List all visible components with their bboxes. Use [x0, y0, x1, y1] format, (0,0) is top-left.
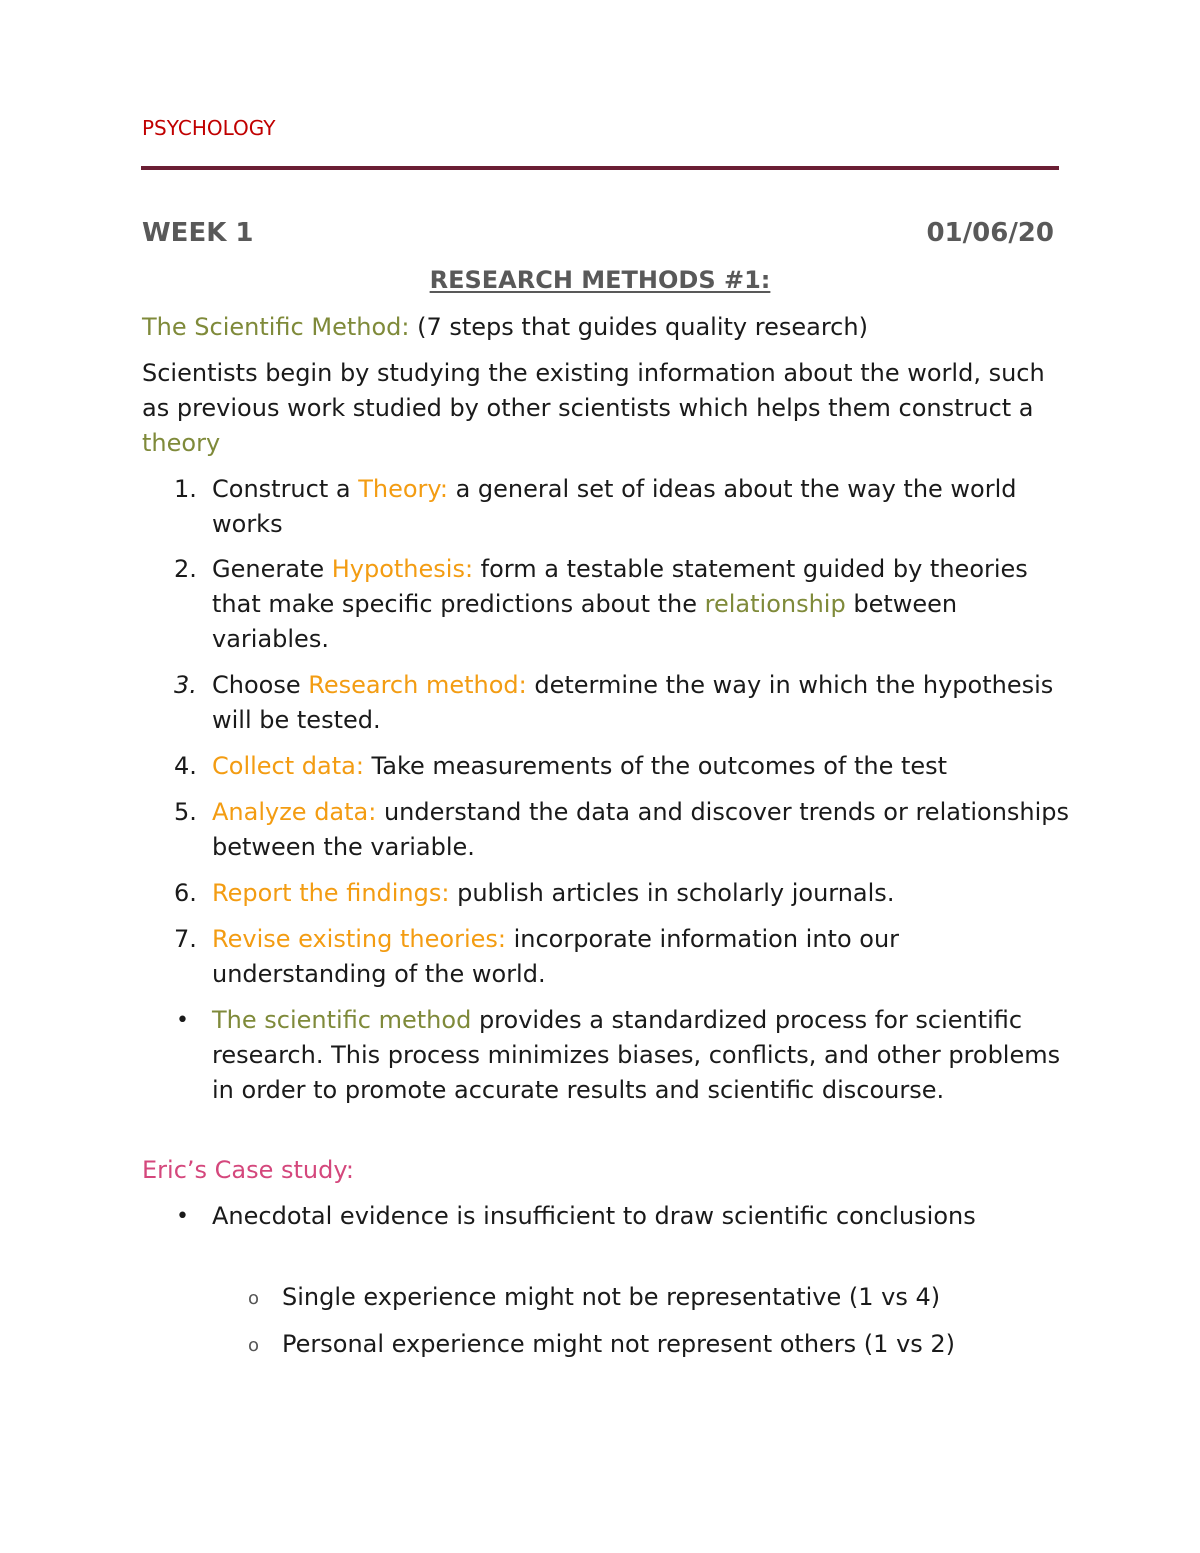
step-prefix: Generate: [212, 555, 332, 583]
page-title: RESEARCH METHODS #1:: [429, 266, 771, 294]
summary-bullet: [174, 1003, 1074, 1108]
summary-term: The scientific method: [212, 1006, 472, 1034]
step-prefix: Construct a: [212, 475, 359, 503]
circle-bullet-icon: o: [248, 1288, 260, 1309]
list-number: 5.: [174, 798, 197, 826]
list-number: 6.: [174, 879, 197, 907]
case-study-sub-bullet: [246, 1280, 1086, 1315]
week-date: 01/06/20: [926, 218, 1054, 248]
list-number: 7.: [174, 925, 197, 953]
step-term: Theory:: [358, 475, 448, 503]
list-item: [174, 472, 1074, 542]
step-term: Revise existing theories:: [212, 925, 506, 953]
step-description: Take measurements of the outcomes of the test: [363, 752, 948, 780]
step-term-secondary: relationship: [704, 590, 846, 618]
step-prefix: Choose: [212, 671, 309, 699]
list-item: [174, 876, 1074, 911]
list-number: 1.: [174, 475, 197, 503]
list-item: [174, 552, 1074, 657]
list-number: 2.: [174, 555, 197, 583]
list-item-text: [212, 472, 1074, 542]
list-item-text: [212, 795, 1074, 865]
header-divider: [141, 166, 1059, 170]
step-description: incorporate information into our understanding of the world.: [212, 925, 900, 988]
circle-bullet-icon: o: [248, 1335, 260, 1356]
summary-description: provides a standardized process for scientific research. This process minimizes biases, conflicts, and other problems in order to promote accurate results and scientific discourse.: [212, 1006, 1061, 1104]
scientific-method-heading-line: [142, 310, 1072, 345]
list-item-text: [212, 876, 1074, 911]
list-number: 3.: [174, 671, 197, 699]
bullet-icon: •: [176, 1204, 189, 1229]
week-label: WEEK 1: [142, 218, 254, 248]
case-study-sub-bullet: [246, 1327, 1086, 1362]
case-study-bullet: [174, 1199, 1074, 1234]
summary-bullet-text: [212, 1003, 1074, 1108]
step-description: a general set of ideas about the way the world works: [212, 475, 1017, 538]
list-item: [174, 922, 1074, 992]
list-item-text: [212, 552, 1074, 657]
list-item: [174, 668, 1074, 738]
week-row: [142, 218, 1054, 248]
intro-paragraph: [142, 356, 1072, 461]
list-item: [174, 749, 1074, 784]
scientific-method-note: (7 steps that guides quality research): [409, 313, 868, 341]
step-description: form a testable statement guided by theories that make specific predictions about the: [212, 555, 1028, 618]
intro-paragraph-text: Scientists begin by studying the existing information about the world, such as previous work studied by other scientists which helps them construct a: [142, 359, 1045, 422]
intro-paragraph-term: theory: [142, 429, 221, 457]
course-header: PSYCHOLOGY: [142, 116, 276, 140]
step-term: Hypothesis:: [331, 555, 474, 583]
step-term: Report the findings:: [212, 879, 450, 907]
step-term: Research method:: [308, 671, 527, 699]
bullet-icon: •: [176, 1008, 189, 1033]
list-item-text: [212, 668, 1074, 738]
list-item-text: [212, 749, 1074, 784]
case-study-bullet-text: Anecdotal evidence is insufficient to draw scientific conclusions: [212, 1202, 976, 1230]
step-term: Collect data:: [212, 752, 364, 780]
list-number: 4.: [174, 752, 197, 780]
sub-bullet-text: Personal experience might not represent others (1 vs 2): [282, 1330, 956, 1358]
step-description-end: between variables.: [212, 590, 958, 653]
step-term: Analyze data:: [212, 798, 377, 826]
list-item-text: [212, 922, 1074, 992]
sub-bullet-text: Single experience might not be representative (1 vs 4): [282, 1283, 941, 1311]
scientific-method-heading: The Scientific Method:: [142, 313, 410, 341]
step-description: publish articles in scholarly journals.: [449, 879, 895, 907]
list-item: [174, 795, 1074, 865]
step-description: determine the way in which the hypothesis will be tested.: [212, 671, 1054, 734]
case-study-heading: Eric’s Case study:: [142, 1156, 354, 1184]
step-description: understand the data and discover trends or relationships between the variable.: [212, 798, 1070, 861]
